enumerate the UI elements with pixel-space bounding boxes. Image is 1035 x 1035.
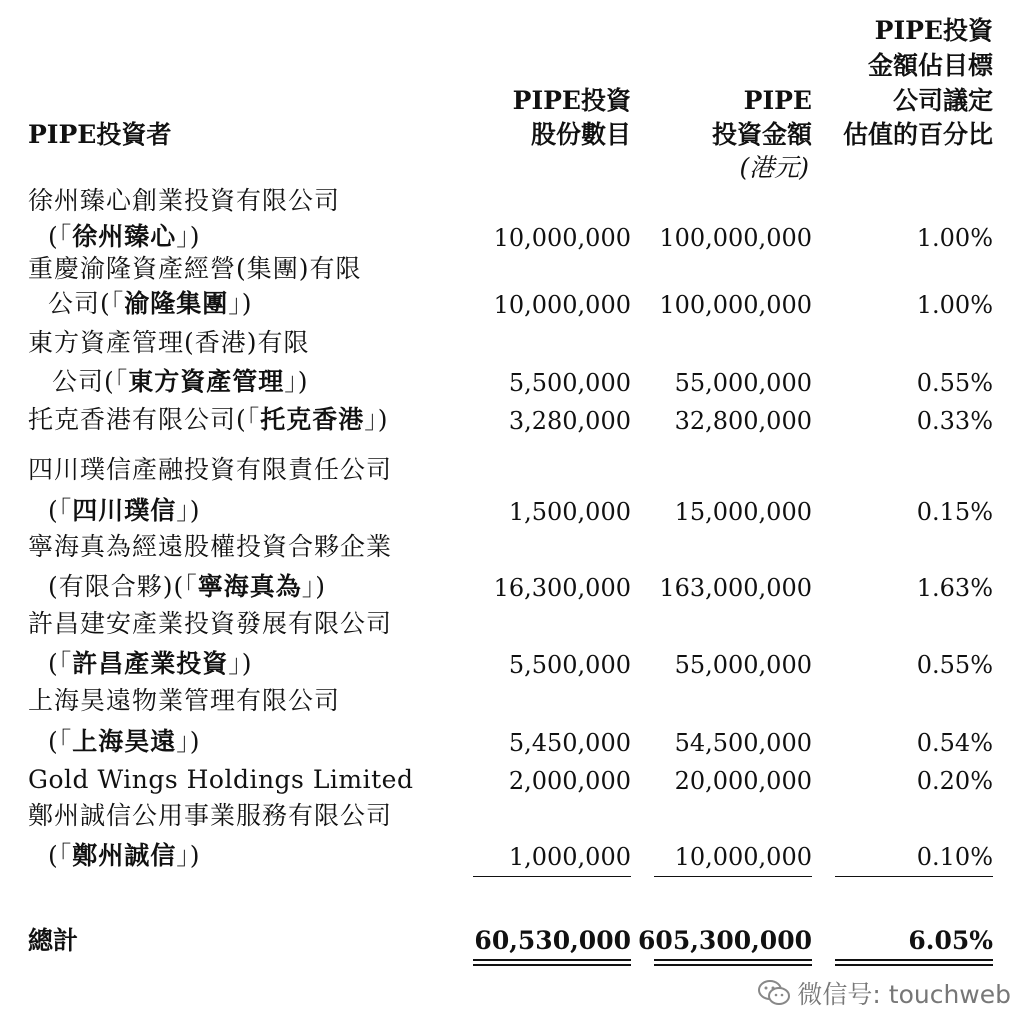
row-7-amount: 55,000,000 [674,651,812,679]
header-percent-line1: PIPE投資 [874,16,993,45]
row-2-name-line1: 重慶渝隆資產經營(集團)有限 [28,254,362,283]
total-double-rule-percent-2 [835,964,993,966]
row-9-shares: 2,000,000 [508,767,631,795]
row-8-name-line1: 上海昊遠物業管理有限公司 [28,686,341,715]
header-amount-unit: (港元) [739,153,809,182]
header-amount-line2: 投資金額 [711,120,812,149]
row-1-percent: 1.00% [916,224,993,252]
row-9-percent: 0.20% [916,767,993,795]
row-7-name-line2: (「許昌產業投資」) [48,649,253,678]
row-10-name-line1: 鄭州誠信公用事業服務有限公司 [28,801,393,830]
header-investor: PIPE投資者 [28,120,172,149]
row-7-shares: 5,500,000 [508,651,631,679]
total-percent: 6.05% [908,926,993,955]
row-6-name-line2: (有限合夥)(「寧海真為」) [48,572,327,601]
row-6-percent: 1.63% [916,574,993,602]
row-7-name-line1: 許昌建安產業投資發展有限公司 [28,609,393,638]
row-5-shares: 1,500,000 [508,498,631,526]
header-amount-line1: PIPE [743,86,812,115]
watermark-text: 微信号: touchweb [797,980,1011,1009]
row-4-shares: 3,280,000 [508,407,631,435]
row-3-name-line2: 公司(「東方資產管理」) [52,367,309,396]
row-1-shares: 10,000,000 [493,224,631,252]
row-3-name-line1: 東方資產管理(香港)有限 [28,328,310,357]
row-1-name-line2: (「徐州臻心」) [48,222,201,251]
row-6-amount: 163,000,000 [659,574,812,602]
row-1-amount: 100,000,000 [659,224,812,252]
subtotal-rule-percent [835,876,993,877]
row-7-percent: 0.55% [916,651,993,679]
row-8-shares: 5,450,000 [508,729,631,757]
row-2-name-line2: 公司(「渝隆集團」) [48,289,253,318]
row-5-percent: 0.15% [916,498,993,526]
row-8-amount: 54,500,000 [674,729,812,757]
row-3-amount: 55,000,000 [674,369,812,397]
header-percent-line4: 估值的百分比 [842,120,993,149]
row-2-amount: 100,000,000 [659,291,812,319]
row-1-name-line1: 徐州臻心創業投資有限公司 [28,186,341,215]
subtotal-rule-shares [473,876,631,877]
row-10-percent: 0.10% [916,843,993,871]
row-5-amount: 15,000,000 [674,498,812,526]
header-percent-line2: 金額佔目標 [867,51,993,80]
total-amount: 605,300,000 [638,926,812,955]
total-double-rule-shares-2 [473,964,631,966]
total-double-rule-percent-1 [835,959,993,961]
total-shares: 60,530,000 [474,926,631,955]
row-6-name-line1: 寧海真為經遠股權投資合夥企業 [28,532,393,561]
header-shares-line2: 股份數目 [530,120,631,149]
wechat-icon [757,978,791,1008]
row-6-shares: 16,300,000 [493,574,631,602]
total-double-rule-shares-1 [473,959,631,961]
row-4-name: 托克香港有限公司(「托克香港」) [28,405,389,434]
row-2-percent: 1.00% [916,291,993,319]
row-2-shares: 10,000,000 [493,291,631,319]
watermark [757,975,1011,1011]
row-10-name-line2: (「鄭州誠信」) [48,841,201,870]
row-10-shares: 1,000,000 [508,843,631,871]
row-3-percent: 0.55% [916,369,993,397]
row-5-name-line2: (「四川璞信」) [48,496,201,525]
row-3-shares: 5,500,000 [508,369,631,397]
header-shares-line1: PIPE投資 [512,86,631,115]
row-8-name-line2: (「上海昊遠」) [48,727,201,756]
row-4-percent: 0.33% [916,407,993,435]
row-10-amount: 10,000,000 [674,843,812,871]
row-9-amount: 20,000,000 [674,767,812,795]
total-label: 總計 [28,926,79,955]
row-9-name: Gold Wings Holdings Limited [28,765,414,794]
header-percent-line3: 公司議定 [892,86,993,115]
subtotal-rule-amount [654,876,812,877]
row-5-name-line1: 四川璞信產融投資有限責任公司 [28,455,393,484]
row-4-amount: 32,800,000 [674,407,812,435]
row-8-percent: 0.54% [916,729,993,757]
total-double-rule-amount-2 [654,964,812,966]
total-double-rule-amount-1 [654,959,812,961]
